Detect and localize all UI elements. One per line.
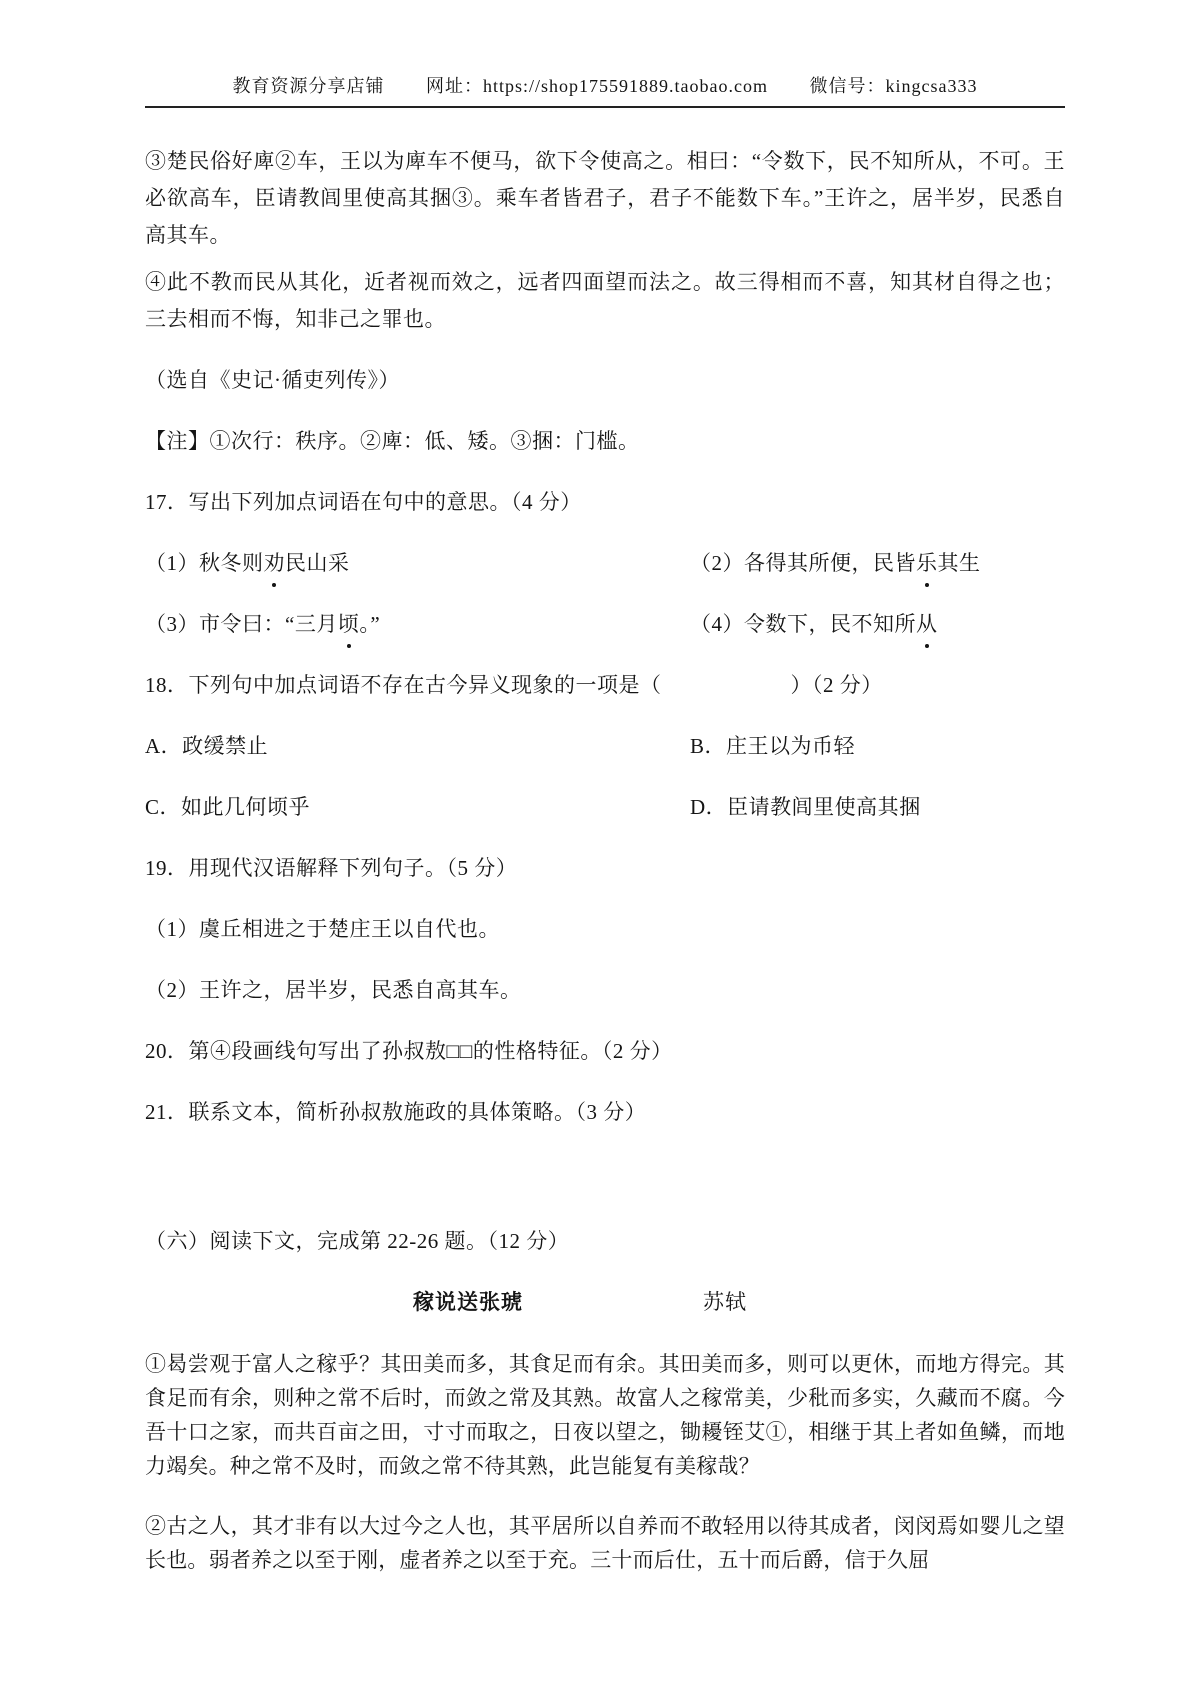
question-17-item-3 [145, 606, 690, 643]
header-divider [145, 106, 1065, 108]
q17-item4-pre: （4）令数下，民不知所 [690, 612, 916, 636]
question-18-options-row-1 [145, 728, 1065, 765]
question-17-item-2 [690, 545, 1065, 582]
q17-item2-post: 其生 [937, 551, 981, 575]
question-19-item-1: （1）虞丘相进之于楚庄王以自代也。 [145, 917, 500, 941]
essay-paragraph-1: ①曷尝观于富人之稼乎？其田美而多，其食足而有余。其田美而多，则可以更休，而地方得完。其食足而有余，则种之常不后时，而敛之常及其熟。故富人之稼常美，少秕而多实，久藏而不腐。今吾十口之家，而共百亩之田，寸寸而取之，日夜以望之，锄耰铚艾①，相继于其上者如鱼鳞，而地力竭矣。种之常不及时，而敛之常不待其熟，此岂能复有美稼哉？ [145, 1352, 1065, 1478]
shop-url: 网址：https://shop175591889.taobao.com [426, 76, 768, 96]
question-18-stem: 18．下列句中加点词语不存在古今异义现象的一项是（ ）（2 分） [145, 673, 883, 697]
passage-paragraph-4: ④此不教而民从其化，近者视而效之，远者四面望而法之。故三得相而不喜，知其材自得之也；三去相而不悔，知非己之罪也。 [145, 270, 1065, 331]
wechat-id: 微信号：kingcsa333 [809, 76, 978, 96]
essay-paragraph-2: ②古之人，其才非有以大过今之人也，其平居所以自养而不敢轻用以待其成者，闵闵焉如婴儿之望长也。弱者养之以至于刚，虚者养之以至于充。三十而后仕，五十而后爵，信于久屈 [145, 1514, 1065, 1572]
question-17-stem: 17．写出下列加点词语在句中的意思。（4 分） [145, 490, 582, 514]
section-6-intro: （六）阅读下文，完成第 22-26 题。（12 分） [145, 1229, 570, 1253]
q17-item3-pre: （3）市令曰：“三月 [145, 612, 338, 636]
page-content [145, 0, 1065, 1577]
question-19-item-2: （2）王许之，居半岁，民悉自高其车。 [145, 978, 522, 1002]
q17-item1-emphasized-char: 劝 [264, 545, 286, 582]
passage-notes: 【注】①次行：秩序。②庳：低、矮。③捆：门槛。 [145, 429, 640, 453]
q17-item1-post: 民山采 [285, 551, 350, 575]
question-18-option-d: D．臣请教闾里使高其捆 [690, 795, 921, 819]
question-17-item-1 [145, 545, 690, 582]
question-17-item-4 [690, 606, 1065, 643]
question-18-option-c: C．如此几何顷乎 [145, 795, 311, 819]
page-header [145, 0, 1065, 98]
question-18-option-b: B．庄王以为币轻 [690, 734, 856, 758]
passage-paragraph-3: ③楚民俗好庳②车，王以为庳车不便马，欲下令使高之。相曰：“令数下，民不知所从，不可。王必欲高车，臣请教闾里使高其捆③。乘车者皆君子，君子不能数下车。”王许之，居半岁，民悉自高其车。 [145, 149, 1065, 247]
question-20-stem: 20．第④段画线句写出了孙叔敖□□的性格特征。（2 分） [145, 1039, 673, 1063]
q17-item4-emphasized-char: 从 [916, 606, 938, 643]
essay-title: 稼说送张琥 [413, 1290, 523, 1314]
essay-title-row [145, 1284, 1065, 1321]
question-18-option-a: A．政缓禁止 [145, 734, 269, 758]
q17-item1-pre: （1）秋冬则 [145, 551, 264, 575]
shop-name: 教育资源分享店铺 [232, 76, 385, 96]
question-18-options-row-2 [145, 789, 1065, 826]
question-17-row-2 [145, 606, 1065, 643]
passage-source: （选自《史记·循吏列传》） [145, 368, 400, 392]
essay-author: 苏轼 [703, 1290, 747, 1314]
question-21-stem: 21．联系文本，简析孙叔敖施政的具体策略。（3 分） [145, 1100, 647, 1124]
q17-item3-emphasized-char: 顷 [338, 606, 360, 643]
q17-item3-post: 。” [359, 612, 381, 636]
question-19-stem: 19．用现代汉语解释下列句子。（5 分） [145, 856, 518, 880]
q17-item2-emphasized-char: 乐 [916, 545, 938, 582]
q17-item2-pre: （2）各得其所便，民皆 [690, 551, 916, 575]
question-17-row-1 [145, 545, 1065, 582]
